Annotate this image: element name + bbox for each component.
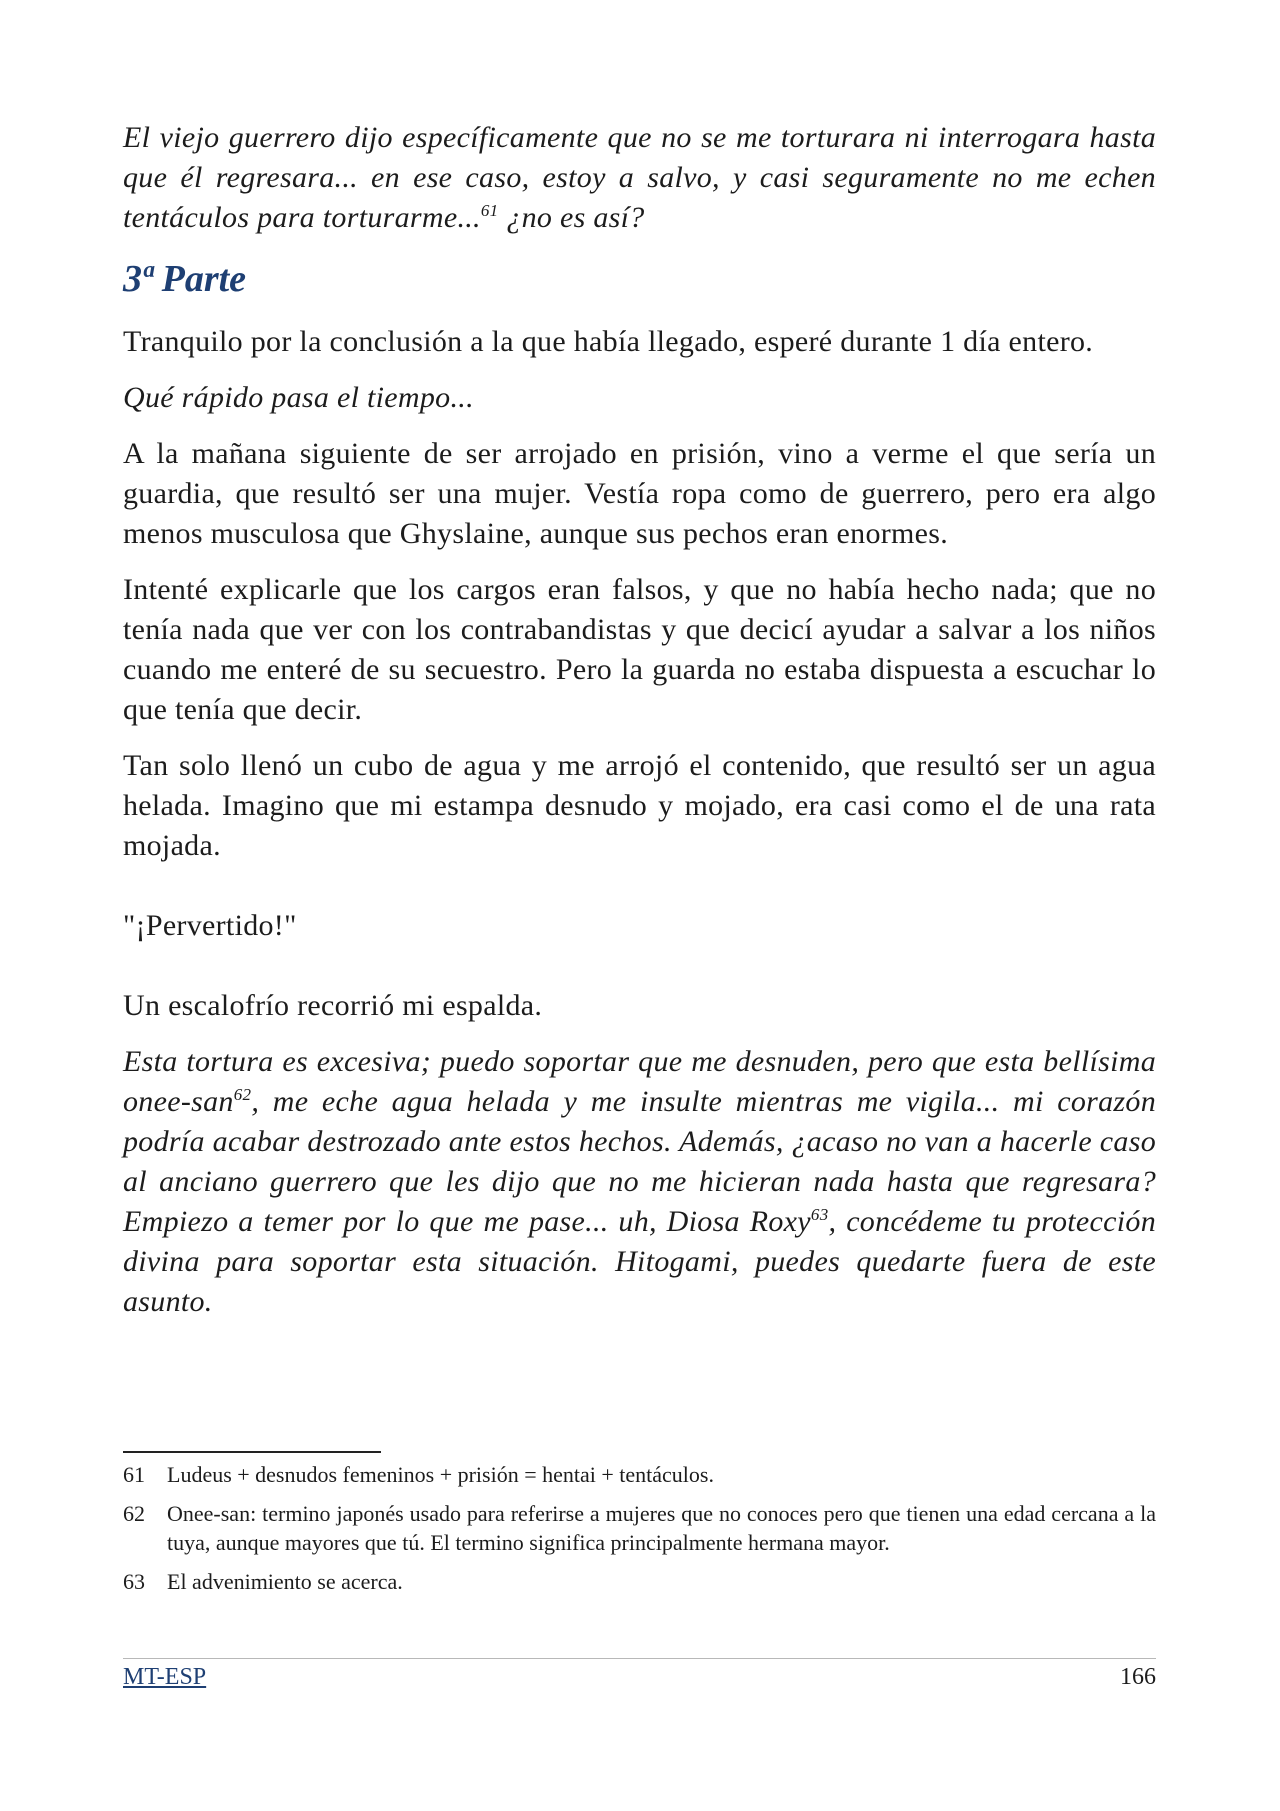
paragraph-9-text-a: Esta tortura es excesiva; puedo soportar que me desnuden, pero que esta bellísima onee-san — [123, 1045, 1156, 1118]
footnote-ref-62[interactable]: 62 — [233, 1085, 252, 1104]
footnote-ref-63[interactable]: 63 — [810, 1205, 829, 1224]
footnote-text: Ludeus + desnudos femeninos + prisión = hentai + tentáculos. — [167, 1462, 714, 1487]
spacer — [123, 962, 1156, 986]
footnote-text: El advenimiento se acerca. — [167, 1569, 403, 1594]
paragraph-9-text-b: , me eche agua helada y me insulte mientras me vigila... mi corazón podría acabar destrozado ante estos hechos. Además, ¿acaso no van a hacerle caso al anciano guerrero que les dijo que no me hicieran nada hasta que regresara? Empiezo a temer por lo que me pase... uh, Diosa Roxy — [123, 1085, 1156, 1238]
paragraph-2: Tranquilo por la conclusión a la que había llegado, esperé durante 1 día entero. — [123, 325, 1094, 358]
paragraph-3: Qué rápido pasa el tiempo... — [123, 381, 474, 414]
footnote-63 — [123, 1567, 1156, 1596]
footer-link[interactable]: MT-ESP — [123, 1664, 207, 1690]
paragraph-1-tail: ¿no es así? — [498, 201, 645, 234]
footnote-number: 62 — [123, 1501, 145, 1526]
paragraph-1 — [123, 118, 1156, 238]
paragraph-6: Tan solo llenó un cubo de agua y me arrojó el contenido, que resultó ser un agua helada. Imagino que mi estampa desnudo y mojado, era casi como el de una rata mojada. — [123, 749, 1156, 862]
paragraph-8: Un escalofrío recorrió mi espalda. — [123, 989, 543, 1022]
footnote-number: 63 — [123, 1569, 145, 1594]
body-text — [123, 118, 1156, 1338]
footnotes — [123, 1460, 1156, 1606]
footer-separator — [123, 1658, 1156, 1659]
paragraph-9-text-c: , concédeme tu protección divina para soportar esta situación. Hitogami, puedes quedarte fuera de este asunto. — [123, 1205, 1156, 1318]
paragraph-5: Intenté explicarle que los cargos eran falsos, y que no había hecho nada; que no tenía nada que ver con los contrabandistas y que decicí ayudar a salvar a los niños cuando me enteré de su secuestro. Pero la guarda no estaba dispuesta a escuchar lo que tenía que decir. — [123, 573, 1156, 726]
footnote-61 — [123, 1460, 1156, 1489]
page-number: 166 — [1120, 1664, 1156, 1690]
paragraph-7-dialogue: "¡Pervertido!" — [123, 909, 297, 942]
section-heading: 3ª Parte — [123, 258, 247, 300]
footnote-text: Onee-san: termino japonés usado para referirse a mujeres que no conoces pero que tienen una edad cercana a la tuya, aunque mayores que tú. El termino significa principalmente hermana mayor. — [167, 1501, 1156, 1555]
paragraph-4: A la mañana siguiente de ser arrojado en prisión, vino a verme el que sería un guardia, que resultó ser una mujer. Vestía ropa como de guerrero, pero era algo menos musculosa que Ghyslaine, aunque sus pechos eran enormes. — [123, 437, 1156, 550]
paragraph-9 — [123, 1042, 1156, 1322]
footnote-number: 61 — [123, 1462, 145, 1487]
page-footer — [123, 1660, 1156, 1694]
footnote-ref-61[interactable]: 61 — [480, 201, 499, 220]
spacer — [123, 882, 1156, 906]
footnote-separator — [123, 1451, 381, 1453]
footnote-62 — [123, 1499, 1156, 1557]
paragraph-1-text: El viejo guerrero dijo específicamente que no se me torturara ni interrogara hasta que él regresara... en ese caso, estoy a salvo, y casi seguramente no me echen tentáculos para torturarme... — [123, 121, 1156, 234]
